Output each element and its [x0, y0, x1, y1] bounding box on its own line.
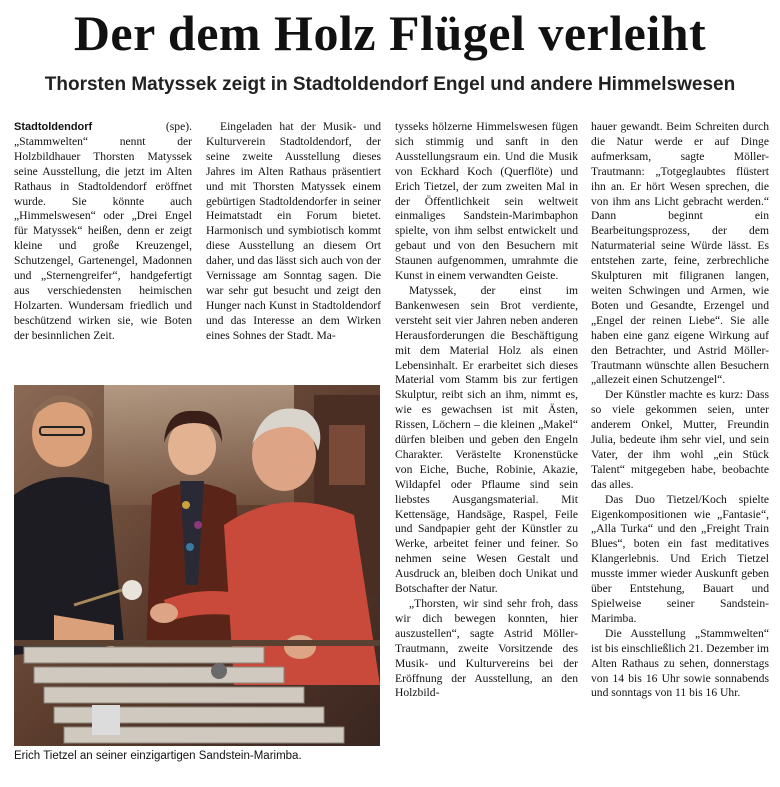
column-4-paragraph-4: Die Ausstellung „Stammwelten“ ist bis einschließlich 21. Dezember im Alten Rathaus zu sehen, donnerstags von 14 bis 16 Uhr sowie sonnabends und sonntags von 11 bis 16 Uhr.	[591, 626, 769, 700]
subheadline: Thorsten Matyssek zeigt in Stadtoldendorf Engel und andere Himmelswesen	[44, 74, 736, 95]
column-4-paragraph-1: hauer gewandt. Beim Schreiten durch die Natur werde er auf Dinge aufmerksam, sagte Möller-Trautmann: „Totgeglaubtes flüstert ihn an. Er hört Wesen sprechen, die von ihm ans Licht gebracht werden.“ Dann beginnt ein Bearbeitungsprozess, der dem Naturmaterial seine Würde lässt. Es entstehen zarte, feine, zerbrechliche Skulpturen mit filigranen langen, weiten Schwingen und Armen, wie Boten und Gesandte, Erzengel und „Engel der reinen Liebe“. Sie alle haben eine ganz eigene Wirkung auf den Betrachter, und Astrid Möller-Trautmann wünschte allen Besuchern „allezeit einen Schutzengel“.	[591, 120, 769, 387]
article-column-4	[591, 120, 769, 701]
column-3-paragraph-1: tysseks hölzerne Himmelswesen fügen sich stimmig und sanft in den Ausstellungsraum ein. Und die Musik von Eckhard Koch (Querflöte) und Erich Tietzel, der zum zweiten Mal in der Öffentlichkeit sein weltweit einmaliges Sandstein-Marimbaphon spielte, von ihm selbst entwickelt und gebaut und von den Besuchern mit Staunen aufgenommen, umrahmte die Kunst in einem verwandten Geiste.	[395, 120, 578, 283]
column-3-paragraph-3: „Thorsten, wir sind sehr froh, dass wir dich bewegen konnten, hier auszustellen“, sagte Astrid Möller-Trautmann, zweite Vorsitzende des Musik- und Kulturvereins bei der Eröffnung der Ausstellung, an den Holzbild-	[395, 597, 578, 700]
dateline: Stadtoldendorf	[14, 121, 93, 133]
article-photo	[14, 385, 380, 746]
photo-marimba-scene	[14, 385, 380, 746]
column-4-paragraph-2: Der Künstler machte es kurz: Dass so viele gekommen seien, unter anderem Onkel, Mutter, Freundin Julia, bedeute ihm sehr viel, und sein Vater, der ihm wohl „ein Stück Talent“ mitgegeben habe, beobachte das alles.	[591, 388, 769, 491]
column-3-paragraph-2: Matyssek, der einst im Bankenwesen sein Brot verdiente, versteht seit vier Jahren neben anderen Herausforderungen die Beschäftigung mit dem Material Holz als einen Lebensinhalt. Er erarbeitet sich dieses Material vom Stamm bis zur fertigen Skulptur, reibt sich an ihm, nimmt es, wie es gewachsen ist mit Ästen, Rissen, Löchern – die kleinen „Makel“ dürfen bleiben und geben den Engeln Charakter. Verästelte Kronenstücke von Eiche, Buche, Robinie, Akazie, Wildapfel oder Pflaume sind sein liebstes Ausgangsmaterial. Mit Kettensäge, Handsäge, Raspel, Feile und Sandpapier geht der Künstler zu Werke, arbeitet feiner und feiner. So nehmen seine Wesen Gestalt und Ausdruck an, bleiben doch Unikat und Botschafter der Natur.	[395, 283, 578, 596]
column-1-paragraph-1	[14, 120, 192, 344]
headline: Der dem Holz Flügel verleiht	[73, 5, 707, 61]
article-column-2	[206, 120, 381, 344]
photo-caption: Erich Tietzel an seiner einzigartigen Sandstein-Marimba.	[14, 750, 302, 762]
column-2-paragraph-1: Eingeladen hat der Musik- und Kulturverein Stadtoldendorf, der seine zweite Ausstellung dieses Jahres im Alten Rathaus präsentiert und mit Thorsten Matyssek einem gebürtigen Stadtoldendorfer in seiner Heimatstadt ein Forum bietet. Harmonisch und symbiotisch kommt diese Ausstellung an diesem Ort daher, und das lässt sich auch von der Vernissage am Sonntag sagen. Die war sehr gut besucht und zeigt den Hunger nach Kunst in Stadtoldendorf und das Interesse an dem Wirken eines Sohnes der Stadt. Ma-	[206, 120, 381, 342]
column-1-text: (spe). „Stammwelten“ nennt der Holzbildhauer Thorsten Matyssek seine Ausstellung, die jetzt im Alten Rathaus in Stadtoldendorf eröffnet wurde. Sie könnte auch „Himmelswesen“ oder „Drei Engel für Matyssek“ heißen, denn er zeigt kleine und große Kreuzengel, Schutzengel, Gartenengel, Madonnen und „Sternengreifer“, handgefertigt aus verschiedensten heimischen Holzarten. Wundersam friedlich und beschützend wirken sie, wie Boten der besinnlichen Zeit.	[14, 120, 192, 342]
column-4-paragraph-3: Das Duo Tietzel/Koch spielte Eigenkompositionen wie „Fantasie“, „Alla Turka“ und den „Freight Train Blues“, boten ein fast meditatives Klangerlebnis. Und Erich Tietzel musste immer wieder Auskunft geben über Entstehung, Bauart und Spielweise seiner Sandstein-Marimba.	[591, 492, 769, 625]
article-column-3	[395, 120, 578, 701]
article-column-1	[14, 120, 192, 344]
